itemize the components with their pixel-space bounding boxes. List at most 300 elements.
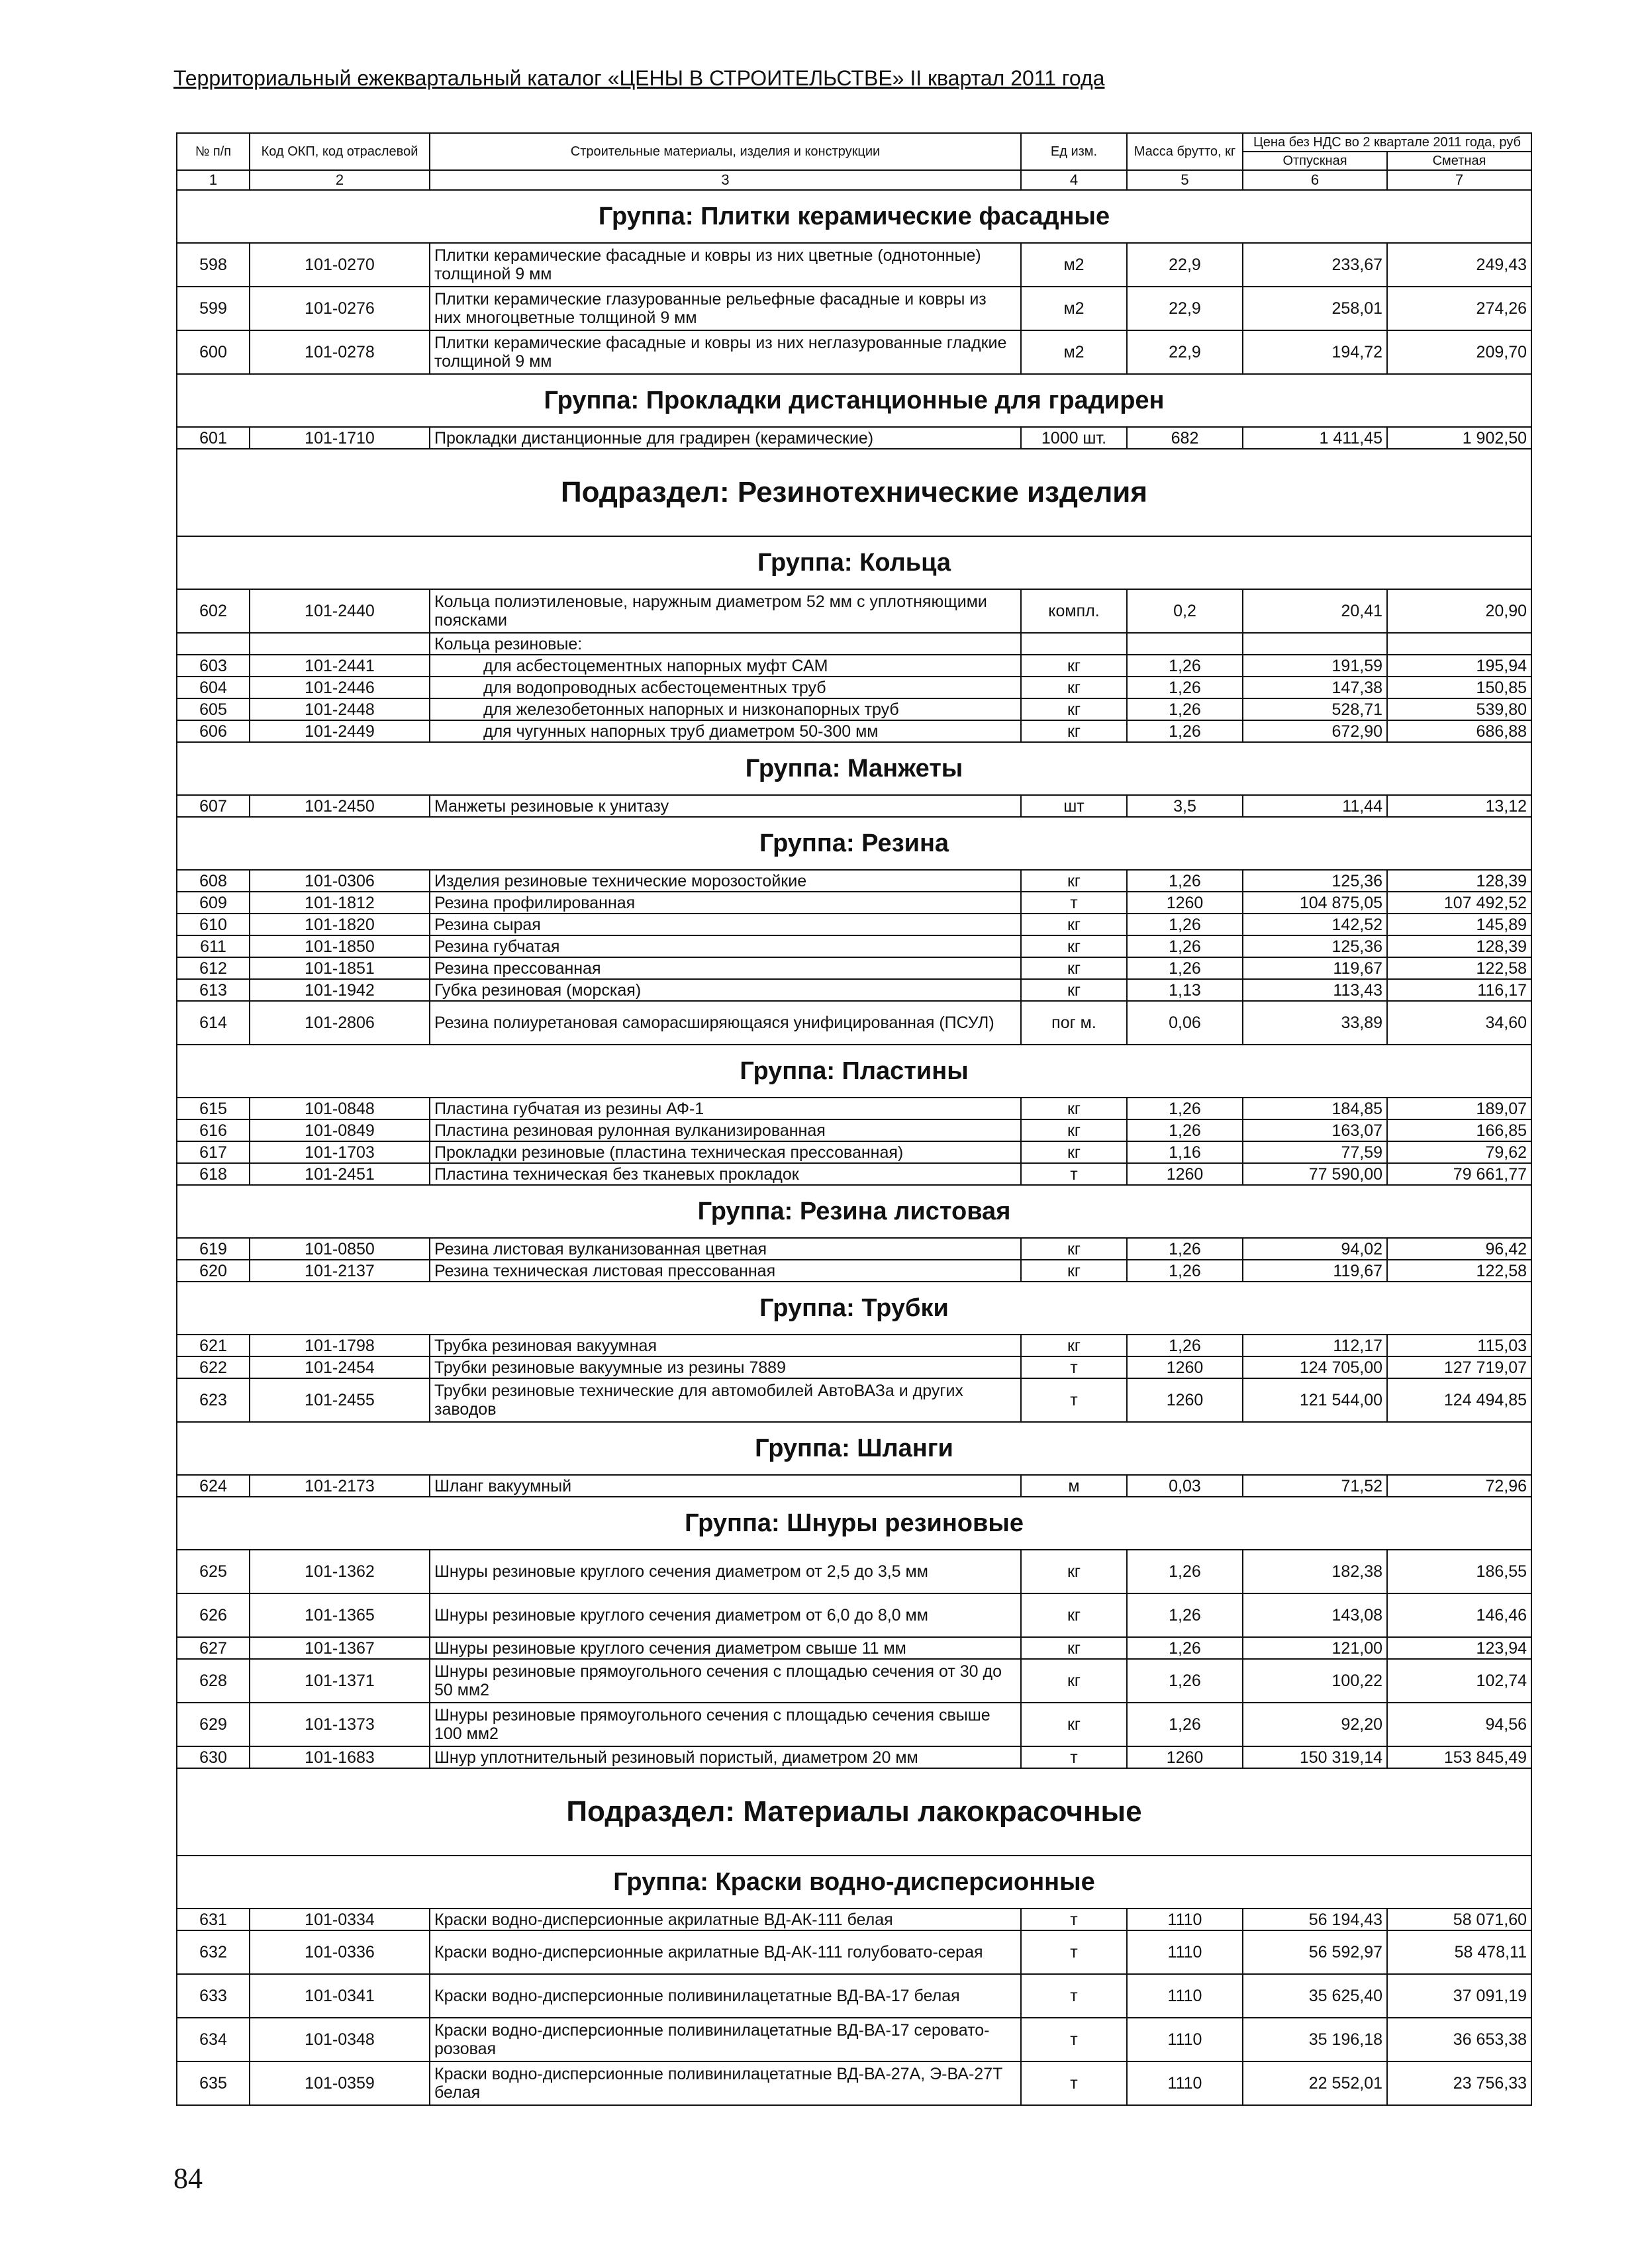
cell-unit: кг [1021, 1659, 1127, 1703]
table-row [177, 1930, 1531, 1974]
table-row [177, 1703, 1531, 1746]
cell-num: 607 [177, 795, 250, 817]
cell-name: Плитки керамические фасадные и ковры из них цветные (однотонные) толщиной 9 мм [430, 243, 1021, 287]
cell-estimate-price: 34,60 [1387, 1001, 1531, 1045]
cell-release-price: 125,36 [1243, 935, 1387, 957]
cell-mass: 1,26 [1127, 720, 1243, 742]
cell-num: 614 [177, 1001, 250, 1045]
cell-unit: кг [1021, 698, 1127, 720]
cell-unit: кг [1021, 1335, 1127, 1356]
table-row [177, 979, 1531, 1001]
col-header-mass: Масса брутто, кг [1127, 133, 1243, 170]
cell-code: 101-1798 [250, 1335, 430, 1356]
cell-release-price: 22 552,01 [1243, 2061, 1387, 2105]
cell-release-price: 112,17 [1243, 1335, 1387, 1356]
col-header-name: Строительные материалы, изделия и конструкции [430, 133, 1021, 170]
cell-code: 101-0336 [250, 1930, 430, 1974]
cell-release-price: 121,00 [1243, 1637, 1387, 1659]
cell-unit: т [1021, 1356, 1127, 1378]
cell-release-price: 94,02 [1243, 1238, 1387, 1260]
cell-release-price: 1 411,45 [1243, 427, 1387, 449]
cell-mass: 1,26 [1127, 957, 1243, 979]
cell-code: 101-0306 [250, 870, 430, 892]
cell-mass: 1,13 [1127, 979, 1243, 1001]
table-row [177, 287, 1531, 330]
cell-unit: кг [1021, 720, 1127, 742]
cell-unit: кг [1021, 957, 1127, 979]
group-heading: Группа: Шланги [177, 1422, 1531, 1475]
cell-num: 612 [177, 957, 250, 979]
cell-estimate-price: 189,07 [1387, 1098, 1531, 1119]
cell-estimate-price: 153 845,49 [1387, 1746, 1531, 1768]
cell-estimate-price: 166,85 [1387, 1119, 1531, 1141]
cell-num: 608 [177, 870, 250, 892]
cell-num: 601 [177, 427, 250, 449]
cell-unit: т [1021, 2061, 1127, 2105]
cell-code: 101-0359 [250, 2061, 430, 2105]
col-header-code: Код ОКП, код отраслевой [250, 133, 430, 170]
cell-mass [1127, 633, 1243, 655]
cell-name: Прокладки резиновые (пластина техническая прессованная) [430, 1141, 1021, 1163]
table-row [177, 1659, 1531, 1703]
cell-num: 602 [177, 589, 250, 633]
cell-code: 101-2441 [250, 655, 430, 677]
cell-num: 626 [177, 1593, 250, 1637]
cell-name: Губка резиновая (морская) [430, 979, 1021, 1001]
subsection-heading-row [177, 449, 1531, 536]
cell-mass: 1260 [1127, 1378, 1243, 1422]
table-row [177, 633, 1531, 655]
cell-mass: 1,26 [1127, 1335, 1243, 1356]
cell-code: 101-1683 [250, 1746, 430, 1768]
cell-estimate-price: 249,43 [1387, 243, 1531, 287]
cell-name: Краски водно-дисперсионные акрилатные ВД-АК-111 белая [430, 1909, 1021, 1930]
cell-code: 101-1710 [250, 427, 430, 449]
cell-mass: 1,26 [1127, 1659, 1243, 1703]
cell-code: 101-2448 [250, 698, 430, 720]
cell-num: 600 [177, 330, 250, 374]
cell-release-price: 672,90 [1243, 720, 1387, 742]
cell-name: для чугунных напорных труб диаметром 50-300 мм [430, 720, 1021, 742]
table-row [177, 1637, 1531, 1659]
table-row [177, 677, 1531, 698]
cell-unit: 1000 шт. [1021, 427, 1127, 449]
cell-unit: кг [1021, 1119, 1127, 1141]
table-row [177, 795, 1531, 817]
cell-estimate-price: 145,89 [1387, 914, 1531, 935]
cell-release-price: 100,22 [1243, 1659, 1387, 1703]
cell-num: 630 [177, 1746, 250, 1768]
cell-mass: 1,26 [1127, 677, 1243, 698]
cell-release-price: 35 625,40 [1243, 1974, 1387, 2018]
table-row [177, 1550, 1531, 1593]
cell-estimate-price: 13,12 [1387, 795, 1531, 817]
cell-release-price: 77 590,00 [1243, 1163, 1387, 1185]
cell-mass: 1,26 [1127, 1260, 1243, 1282]
table-row [177, 914, 1531, 935]
cell-estimate-price: 102,74 [1387, 1659, 1531, 1703]
col-header-price-group: Цена без НДС во 2 квартале 2011 года, руб [1243, 133, 1531, 152]
cell-num: 635 [177, 2061, 250, 2105]
cell-release-price: 528,71 [1243, 698, 1387, 720]
cell-name: Краски водно-дисперсионные поливинилацетатные ВД-ВА-17 белая [430, 1974, 1021, 2018]
cell-name: Плитки керамические глазурованные рельефные фасадные и ковры из них многоцветные толщиной 9 мм [430, 287, 1021, 330]
cell-estimate-price: 128,39 [1387, 935, 1531, 957]
cell-name: Шнуры резиновые круглого сечения диаметром от 6,0 до 8,0 мм [430, 1593, 1021, 1637]
group-heading: Группа: Плитки керамические фасадные [177, 190, 1531, 243]
cell-num: 625 [177, 1550, 250, 1593]
table-row [177, 655, 1531, 677]
cell-release-price: 150 319,14 [1243, 1746, 1387, 1768]
cell-name: Пластина губчатая из резины АФ-1 [430, 1098, 1021, 1119]
cell-mass: 1,26 [1127, 1238, 1243, 1260]
cell-num: 624 [177, 1475, 250, 1497]
cell-code: 101-2440 [250, 589, 430, 633]
price-table [176, 132, 1532, 2106]
group-heading: Группа: Резина листовая [177, 1185, 1531, 1238]
cell-code: 101-0848 [250, 1098, 430, 1119]
table-row [177, 720, 1531, 742]
cell-release-price: 56 194,43 [1243, 1909, 1387, 1930]
catalog-header: Территориальный ежеквартальный каталог «ЦЕНЫ В СТРОИТЕЛЬСТВЕ» II квартал 2011 года [173, 66, 1105, 90]
cell-estimate-price: 20,90 [1387, 589, 1531, 633]
cell-mass: 1260 [1127, 1356, 1243, 1378]
cell-code: 101-1942 [250, 979, 430, 1001]
cell-release-price: 71,52 [1243, 1475, 1387, 1497]
cell-estimate-price: 107 492,52 [1387, 892, 1531, 914]
table-row [177, 1475, 1531, 1497]
column-number: 2 [250, 170, 430, 190]
group-heading-row [177, 1045, 1531, 1098]
cell-code: 101-0278 [250, 330, 430, 374]
cell-name: Резина листовая вулканизованная цветная [430, 1238, 1021, 1260]
cell-code: 101-0348 [250, 2018, 430, 2061]
cell-code: 101-1373 [250, 1703, 430, 1746]
table-row [177, 1098, 1531, 1119]
cell-code: 101-1703 [250, 1141, 430, 1163]
cell-mass: 0,03 [1127, 1475, 1243, 1497]
cell-release-price: 113,43 [1243, 979, 1387, 1001]
cell-name: Пластина резиновая рулонная вулканизированная [430, 1119, 1021, 1141]
cell-mass: 1,26 [1127, 914, 1243, 935]
cell-unit: кг [1021, 677, 1127, 698]
cell-unit: т [1021, 1163, 1127, 1185]
cell-mass: 1110 [1127, 1909, 1243, 1930]
subsection-heading: Подраздел: Резинотехнические изделия [177, 449, 1531, 536]
cell-num: 631 [177, 1909, 250, 1930]
cell-unit: т [1021, 1378, 1127, 1422]
col-header-unit: Ед изм. [1021, 133, 1127, 170]
cell-estimate-price: 79 661,77 [1387, 1163, 1531, 1185]
cell-mass: 1,16 [1127, 1141, 1243, 1163]
cell-name: Краски водно-дисперсионные поливинилацетатные ВД-ВА-27А, Э-ВА-27Т белая [430, 2061, 1021, 2105]
cell-mass: 1,26 [1127, 870, 1243, 892]
cell-mass: 1,26 [1127, 1550, 1243, 1593]
cell-unit: кг [1021, 870, 1127, 892]
cell-mass: 22,9 [1127, 330, 1243, 374]
cell-code: 101-0849 [250, 1119, 430, 1141]
cell-name: Трубка резиновая вакуумная [430, 1335, 1021, 1356]
cell-unit: шт [1021, 795, 1127, 817]
group-heading: Группа: Пластины [177, 1045, 1531, 1098]
cell-mass: 0,06 [1127, 1001, 1243, 1045]
cell-mass: 1260 [1127, 1163, 1243, 1185]
cell-mass: 1110 [1127, 1974, 1243, 2018]
table-row [177, 1238, 1531, 1260]
cell-release-price: 184,85 [1243, 1098, 1387, 1119]
cell-release-price: 104 875,05 [1243, 892, 1387, 914]
cell-num: 609 [177, 892, 250, 914]
cell-mass: 0,2 [1127, 589, 1243, 633]
group-heading: Группа: Кольца [177, 536, 1531, 589]
cell-code: 101-1850 [250, 935, 430, 957]
cell-estimate-price: 58 071,60 [1387, 1909, 1531, 1930]
table-row [177, 243, 1531, 287]
cell-estimate-price: 1 902,50 [1387, 427, 1531, 449]
cell-num: 599 [177, 287, 250, 330]
cell-num: 620 [177, 1260, 250, 1282]
cell-name: Резина техническая листовая прессованная [430, 1260, 1021, 1282]
cell-estimate-price: 128,39 [1387, 870, 1531, 892]
cell-name: Прокладки дистанционные для градирен (керамические) [430, 427, 1021, 449]
cell-num: 632 [177, 1930, 250, 1974]
table-row [177, 870, 1531, 892]
cell-unit: т [1021, 1909, 1127, 1930]
cell-name: Шнуры резиновые круглого сечения диаметром свыше 11 мм [430, 1637, 1021, 1659]
cell-mass: 1,26 [1127, 1119, 1243, 1141]
column-number: 6 [1243, 170, 1387, 190]
cell-release-price: 77,59 [1243, 1141, 1387, 1163]
table-row [177, 1746, 1531, 1768]
cell-unit: т [1021, 2018, 1127, 2061]
price-table-wrapper [176, 132, 1531, 2106]
cell-estimate-price: 58 478,11 [1387, 1930, 1531, 1974]
cell-estimate-price: 123,94 [1387, 1637, 1531, 1659]
cell-name: Краски водно-дисперсионные акрилатные ВД-АК-111 голубовато-серая [430, 1930, 1021, 1974]
cell-estimate-price: 150,85 [1387, 677, 1531, 698]
cell-unit: м2 [1021, 287, 1127, 330]
cell-estimate-price: 124 494,85 [1387, 1378, 1531, 1422]
cell-code: 101-1371 [250, 1659, 430, 1703]
cell-name: Краски водно-дисперсионные поливинилацетатные ВД-ВА-17 серовато-розовая [430, 2018, 1021, 2061]
cell-code: 101-0276 [250, 287, 430, 330]
cell-release-price: 125,36 [1243, 870, 1387, 892]
table-row [177, 1593, 1531, 1637]
cell-name: Резина полиуретановая саморасширяющаяся унифицированная (ПСУЛ) [430, 1001, 1021, 1045]
cell-mass: 1,26 [1127, 935, 1243, 957]
cell-unit: кг [1021, 1637, 1127, 1659]
table-header-row [177, 133, 1531, 152]
cell-mass: 1,26 [1127, 698, 1243, 720]
cell-unit: кг [1021, 1703, 1127, 1746]
group-heading-row [177, 1422, 1531, 1475]
cell-release-price: 35 196,18 [1243, 2018, 1387, 2061]
cell-code: 101-0850 [250, 1238, 430, 1260]
page-number: 84 [173, 2162, 203, 2195]
cell-estimate-price: 539,80 [1387, 698, 1531, 720]
cell-code: 101-2454 [250, 1356, 430, 1378]
cell-mass: 1260 [1127, 892, 1243, 914]
column-number: 3 [430, 170, 1021, 190]
cell-code: 101-0270 [250, 243, 430, 287]
table-row [177, 1001, 1531, 1045]
cell-name: Резина сырая [430, 914, 1021, 935]
group-heading-row [177, 190, 1531, 243]
cell-code: 101-1851 [250, 957, 430, 979]
column-number-row [177, 170, 1531, 190]
cell-unit: кг [1021, 979, 1127, 1001]
cell-code: 101-2806 [250, 1001, 430, 1045]
cell-mass: 1260 [1127, 1746, 1243, 1768]
cell-code: 101-2451 [250, 1163, 430, 1185]
group-heading: Группа: Краски водно-дисперсионные [177, 1856, 1531, 1909]
cell-estimate-price: 209,70 [1387, 330, 1531, 374]
table-row [177, 1356, 1531, 1378]
cell-estimate-price: 686,88 [1387, 720, 1531, 742]
cell-num: 617 [177, 1141, 250, 1163]
cell-mass: 1110 [1127, 2061, 1243, 2105]
cell-unit: кг [1021, 1141, 1127, 1163]
cell-release-price: 163,07 [1243, 1119, 1387, 1141]
cell-release-price: 121 544,00 [1243, 1378, 1387, 1422]
cell-name: Резина профилированная [430, 892, 1021, 914]
cell-code: 101-2446 [250, 677, 430, 698]
cell-estimate-price: 94,56 [1387, 1703, 1531, 1746]
group-heading-row [177, 1856, 1531, 1909]
group-heading-row [177, 536, 1531, 589]
cell-release-price: 182,38 [1243, 1550, 1387, 1593]
cell-release-price: 119,67 [1243, 957, 1387, 979]
table-row [177, 1974, 1531, 2018]
cell-release-price: 119,67 [1243, 1260, 1387, 1282]
cell-num: 598 [177, 243, 250, 287]
table-row [177, 2061, 1531, 2105]
group-heading-row [177, 742, 1531, 795]
cell-estimate-price [1387, 633, 1531, 655]
cell-num: 621 [177, 1335, 250, 1356]
group-heading: Группа: Прокладки дистанционные для градирен [177, 374, 1531, 427]
cell-num: 606 [177, 720, 250, 742]
group-heading-row [177, 1497, 1531, 1550]
cell-release-price [1243, 633, 1387, 655]
cell-code [250, 633, 430, 655]
cell-mass: 1,26 [1127, 1703, 1243, 1746]
column-number: 7 [1387, 170, 1531, 190]
cell-unit: кг [1021, 1593, 1127, 1637]
cell-unit: м2 [1021, 243, 1127, 287]
cell-mass: 1,26 [1127, 655, 1243, 677]
cell-estimate-price: 79,62 [1387, 1141, 1531, 1163]
cell-unit: т [1021, 1930, 1127, 1974]
cell-unit: т [1021, 892, 1127, 914]
table-row [177, 698, 1531, 720]
subsection-heading-row [177, 1768, 1531, 1856]
cell-mass: 682 [1127, 427, 1243, 449]
cell-unit: компл. [1021, 589, 1127, 633]
cell-num: 629 [177, 1703, 250, 1746]
cell-release-price: 143,08 [1243, 1593, 1387, 1637]
group-heading-row [177, 374, 1531, 427]
cell-release-price: 124 705,00 [1243, 1356, 1387, 1378]
group-heading-row [177, 1282, 1531, 1335]
cell-num: 627 [177, 1637, 250, 1659]
cell-name: Шнур уплотнительный резиновый пористый, диаметром 20 мм [430, 1746, 1021, 1768]
cell-estimate-price: 36 653,38 [1387, 2018, 1531, 2061]
col-header-estimate: Сметная [1387, 152, 1531, 170]
group-heading-row [177, 817, 1531, 870]
cell-mass: 3,5 [1127, 795, 1243, 817]
cell-name: Кольца резиновые: [430, 633, 1021, 655]
cell-num: 611 [177, 935, 250, 957]
cell-num: 619 [177, 1238, 250, 1260]
group-heading: Группа: Шнуры резиновые [177, 1497, 1531, 1550]
cell-code: 101-1362 [250, 1550, 430, 1593]
cell-unit: пог м. [1021, 1001, 1127, 1045]
cell-code: 101-0334 [250, 1909, 430, 1930]
cell-name: Шнуры резиновые прямоугольного сечения с площадью сечения от 30 до 50 мм2 [430, 1659, 1021, 1703]
cell-unit: м [1021, 1475, 1127, 1497]
cell-unit: т [1021, 1746, 1127, 1768]
cell-release-price: 258,01 [1243, 287, 1387, 330]
table-row [177, 935, 1531, 957]
table-row [177, 1909, 1531, 1930]
cell-num: 615 [177, 1098, 250, 1119]
cell-name: для железобетонных напорных и низконапорных труб [430, 698, 1021, 720]
cell-code: 101-2450 [250, 795, 430, 817]
cell-release-price: 147,38 [1243, 677, 1387, 698]
cell-name: Шланг вакуумный [430, 1475, 1021, 1497]
cell-estimate-price: 23 756,33 [1387, 2061, 1531, 2105]
table-body [177, 190, 1531, 2105]
cell-num [177, 633, 250, 655]
cell-num: 605 [177, 698, 250, 720]
cell-unit: кг [1021, 655, 1127, 677]
cell-estimate-price: 37 091,19 [1387, 1974, 1531, 2018]
cell-mass: 1,26 [1127, 1098, 1243, 1119]
cell-name: Резина прессованная [430, 957, 1021, 979]
table-row [177, 1119, 1531, 1141]
cell-estimate-price: 127 719,07 [1387, 1356, 1531, 1378]
cell-release-price: 33,89 [1243, 1001, 1387, 1045]
cell-mass: 1110 [1127, 2018, 1243, 2061]
cell-name: Шнуры резиновые круглого сечения диаметром от 2,5 до 3,5 мм [430, 1550, 1021, 1593]
col-header-release: Отпускная [1243, 152, 1387, 170]
table-row [177, 1163, 1531, 1185]
table-row [177, 1378, 1531, 1422]
cell-release-price: 194,72 [1243, 330, 1387, 374]
table-row [177, 2018, 1531, 2061]
cell-code: 101-1820 [250, 914, 430, 935]
cell-release-price: 191,59 [1243, 655, 1387, 677]
cell-estimate-price: 115,03 [1387, 1335, 1531, 1356]
cell-code: 101-0341 [250, 1974, 430, 2018]
cell-code: 101-1365 [250, 1593, 430, 1637]
cell-unit: кг [1021, 1238, 1127, 1260]
cell-unit: кг [1021, 935, 1127, 957]
cell-estimate-price: 195,94 [1387, 655, 1531, 677]
table-row [177, 330, 1531, 374]
cell-release-price: 233,67 [1243, 243, 1387, 287]
cell-name: Резина губчатая [430, 935, 1021, 957]
cell-estimate-price: 146,46 [1387, 1593, 1531, 1637]
group-heading: Группа: Резина [177, 817, 1531, 870]
cell-code: 101-1812 [250, 892, 430, 914]
column-number: 1 [177, 170, 250, 190]
cell-estimate-price: 96,42 [1387, 1238, 1531, 1260]
table-row [177, 957, 1531, 979]
group-heading: Группа: Трубки [177, 1282, 1531, 1335]
cell-name: Изделия резиновые технические морозостойкие [430, 870, 1021, 892]
